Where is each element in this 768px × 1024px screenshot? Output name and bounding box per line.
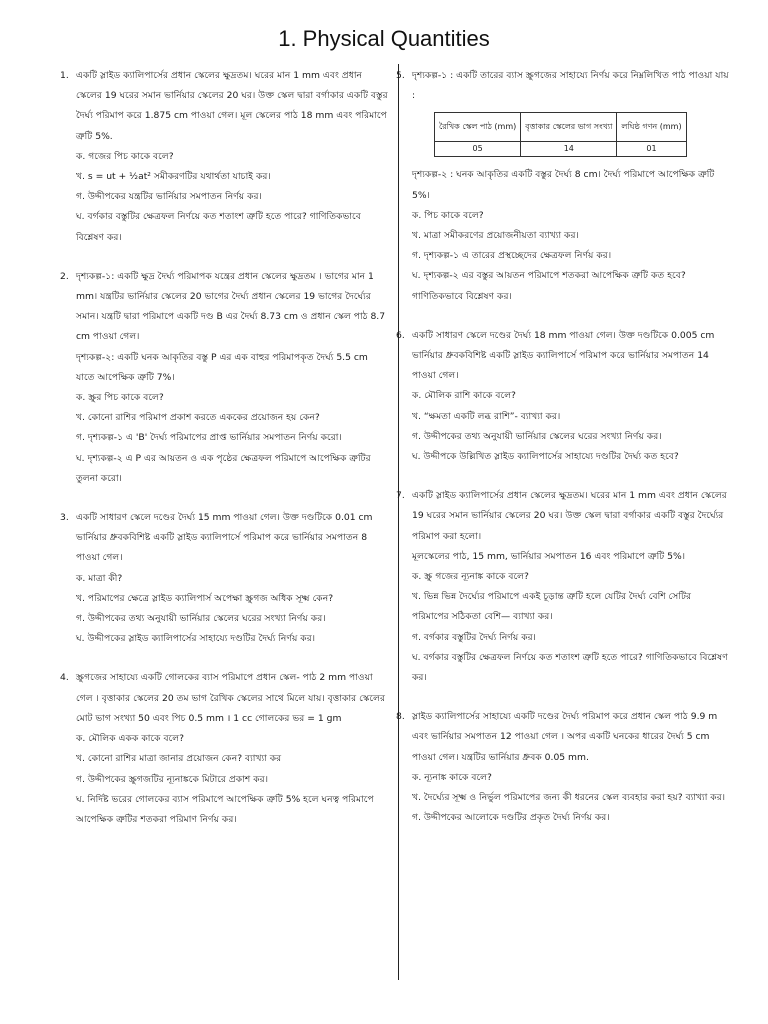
- table-header-cell: বৃত্তাকার স্কেলের ভাগ সংখ্যা: [521, 113, 617, 142]
- column-divider: [398, 64, 399, 980]
- question-7: [396, 486, 730, 688]
- sub-question-gha: ঘ. বর্গকার বস্তুটির ক্ষেত্রফল নির্ণয়ে কত শতাংশ ত্রুটি হতে পারে? গাণিতিকভাবে বিশ্লেষণ কর।: [412, 651, 728, 684]
- sub-question-ga: গ. দৃশ্যকল্প-১ এ 'B' দৈর্ঘ্য পরিমাপের প্রাপ্ত ভার্নিয়ার সমপাতন নির্ণয় করো।: [76, 432, 342, 444]
- scenario-2: দৃশ্যকল্প-২: একটি ঘনক আকৃতির বস্তু P এর এক বাহুর পরিমাপকৃত দৈর্ঘ্য 5.5 cm যাতে আপেক্ষিক ত্রুটি 7%।: [76, 351, 368, 383]
- scenario-2: দৃশ্যকল্প-২ : ঘনক আকৃতির একটি বস্তুর দৈর্ঘ্য 8 cm। দৈর্ঘ্য পরিমাপে আপেক্ষিক ত্রুটি 5%।: [412, 169, 715, 201]
- question-number: 2.: [60, 270, 69, 282]
- sub-question-ka: ক. মৌলিক রাশি কাকে বলে?: [412, 390, 516, 402]
- sub-question-ga: গ. উদ্দীপকের যন্ত্রটির ভার্নিয়ার সমপাতন নির্ণয় কর।: [76, 191, 262, 203]
- question-number: 6.: [396, 329, 405, 341]
- sub-question-kha: খ. কোনো রাশির পরিমাপ প্রকাশ করতে এককের প্রয়োজন হয় কেন?: [76, 412, 320, 424]
- question-stem-cont: মূলস্কেলের পাঠ, 15 mm, ভার্নিয়ার সমপাতন 16 এবং পরিমাপে ত্রুটি 5%।: [412, 550, 686, 562]
- question-stem: স্লাইড ক্যালিপার্সের সাহায্যে একটি দণ্ডের দৈর্ঘ্য পরিমাপ করে প্রধান স্কেল পাঠ 9.9 m এবং ভার্নিয়ার সমপাতন 12 পাওয়া গেল । অপর একটি ঘনকের ধারের দৈর্ঘ্য 5 cm পাওয়া গেল। যন্ত্রটির ভার্নিয়ার ধ্রুবক 0.05 mm.: [412, 711, 718, 763]
- question-stem: একটি সাধারণ স্কেলে দণ্ডের দৈর্ঘ্য 15 mm পাওয়া গেল। উক্ত দণ্ডটিকে 0.01 cm ভার্নিয়ার ধ্রুবকবিশিষ্ট একটি স্লাইড ক্যালিপার্সে পরিমাপ করে ভার্নিয়ার সমপাতন 8 পাওয়া গেল।: [76, 512, 373, 564]
- sub-question-kha: খ. পরিমাপের ক্ষেত্রে স্লাইড ক্যালিপার্স অপেক্ষা স্ক্রুগজ অধিক সূক্ষ্ম কেন?: [76, 592, 334, 604]
- question-5: [396, 66, 730, 307]
- sub-question-gha: ঘ. বর্গকার বস্তুটির ক্ষেত্রফল নির্ণয়ে কত শতাংশ ত্রুটি হতে পারে? গাণিতিকভাবে বিশ্লেষণ কর।: [76, 211, 361, 243]
- table-header-cell: রৈখিক স্কেল পাঠ (mm): [435, 113, 521, 142]
- scenario-1: দৃশ্যকল্প-১ : একটি তারের ব্যাস স্ক্রুগজের সাহায্যে নির্ণয় করে নিম্নলিখিত পাঠ পাওয়া যায় :: [412, 70, 729, 102]
- table-cell: 14: [521, 142, 617, 157]
- question-number: 1.: [60, 70, 69, 81]
- question-6: [396, 326, 730, 467]
- sub-question-gha: ঘ. উদ্দীপকে উল্লিখিত স্লাইড ক্যালিপার্সের সাহায্যে দণ্ডটির দৈর্ঘ্য কত হবে?: [412, 451, 679, 463]
- question-stem: একটি সাধারণ স্কেলে দণ্ডের দৈর্ঘ্য 18 mm পাওয়া গেল। উক্ত দণ্ডটিকে 0.005 cm ভার্নিয়ার ধ্রুবকবিশিষ্ট একটি স্লাইড ক্যালিপার্সে পরিমাপ করে ভার্নিয়ার সমপাতন 14 পাওয়া গেল।: [412, 329, 715, 382]
- sub-question-ga: গ. উদ্দীপকের স্ক্রুগজটির ন্যূনাঙ্ককে মিটারে প্রকাশ কর।: [76, 773, 268, 785]
- sub-question-kha: খ. কোনো রাশির মাত্রা জানার প্রয়োজন কেন? ব্যাখ্যা কর: [76, 753, 282, 765]
- sub-question-gha: ঘ. দৃশ্যকল্প-২ এ P এর আয়তন ও এক পৃষ্ঠের ক্ষেত্রফল পরিমাপে আপেক্ষিক ত্রুটির তুলনা করো।: [76, 452, 371, 484]
- question-8: [396, 707, 730, 828]
- reading-table: [434, 112, 687, 157]
- question-1: [60, 66, 388, 248]
- table-cell: 05: [435, 142, 521, 157]
- question-number: 8.: [396, 711, 405, 723]
- sub-question-kha: খ. মাত্রা সমীকরণের প্রয়োজনীয়তা ব্যাখ্যা কর।: [412, 230, 579, 242]
- sub-question-kha: খ. “ক্ষমতা একটি লব্ধ রাশি”- ব্যাখ্যা কর।: [412, 410, 561, 422]
- question-3: [60, 508, 388, 649]
- sub-question-ga: গ. দৃশ্যকল্প-১ এ তারের প্রস্থচ্ছেদের ক্ষেত্রফল নির্ণয় কর।: [412, 250, 612, 262]
- left-column: [60, 66, 388, 830]
- sub-question-ka: ক. স্ক্রুর পিচ কাকে বলে?: [76, 392, 164, 404]
- question-number: 3.: [60, 512, 69, 524]
- sub-question-ga: গ. বর্গকার বস্তুটির দৈর্ঘ্য নির্ণয় কর।: [412, 631, 536, 643]
- sub-question-ga: গ. উদ্দীপকের তথ্য অনুযায়ী ভার্নিয়ার স্কেলের ঘরের সংখ্যা নির্ণয় কর।: [76, 613, 326, 625]
- sub-question-ka: ক. ন্যূনাঙ্ক কাকে বলে?: [412, 771, 492, 783]
- table-cell: 01: [617, 142, 686, 157]
- right-column: [396, 66, 730, 829]
- sub-question-gha: ঘ. নির্দিষ্ট ভরের গোলকের ব্যাস পরিমাপে আপেক্ষিক ত্রুটি 5% হলে ঘনত্ব পরিমাপে আপেক্ষিক ত্রুটির শতকরা পরিমাণ নির্ণয় কর।: [76, 793, 374, 825]
- sub-question-ga: গ. উদ্দীপকের আলোকে দণ্ডটির প্রকৃত দৈর্ঘ্য নির্ণয় কর।: [412, 812, 610, 824]
- question-stem: একটি স্লাইড ক্যালিপার্সের প্রধান স্কেলের ক্ষুদ্রতম। ঘরের মান 1 mm এবং প্রধান স্কেলের 19 ঘরের সমান ভার্নিয়ার স্কেলের 20 ঘর। উক্ত স্কেল দ্বারা বর্গাকার একটি বস্তুর দৈর্ঘ্য পরিমাপ করে 1.875 cm পাওয়া গেল। মূল স্কেলের পাঠ 18 mm এবং পরিমাপে ত্রুটি 5%.: [76, 70, 388, 142]
- question-2: [60, 267, 388, 489]
- page-title: 1. Physical Quantities: [278, 26, 490, 51]
- sub-question-ka: ক. গজের পিচ কাকে বলে?: [76, 150, 174, 162]
- sub-question-ka: ক. পিচ কাকে বলে?: [412, 209, 484, 221]
- sub-question-ga: গ. উদ্দীপকের তথ্য অনুযায়ী ভার্নিয়ার স্কেলের ঘরের সংখ্যা নির্ণয় কর।: [412, 430, 662, 442]
- table-header-cell: লঘিষ্ঠ গণন (mm): [617, 113, 686, 142]
- question-4: [60, 668, 388, 830]
- sub-question-kha: খ. s = ut + ½at² সমীকরণটির যথার্থতা যাচাই কর।: [76, 171, 271, 183]
- question-stem: একটি স্লাইড ক্যালিপার্সের প্রধান স্কেলের ক্ষুদ্রতম। ঘরের মান 1 mm এবং প্রধান স্কেলের 19 ঘরের সমান ভার্নিয়ার স্কেলের 20 ঘর। উক্ত স্কেল দ্বারা বর্গাকার একটি বস্তুর দৈর্ঘ্যের পরিমাপ করা হলো।: [412, 490, 727, 542]
- sub-question-kha: খ. ভিন্ন ভিন্ন দৈর্ঘ্যের পরিমাপে একই চূড়ান্ত ত্রুটি হলে যেটির দৈর্ঘ্য বেশি সেটির পরিমাপের সঠিকতা বেশি— ব্যাখ্যা কর।: [412, 591, 692, 623]
- sub-question-ka: ক. মৌলিক একক কাকে বলে?: [76, 733, 184, 745]
- scenario-1: দৃশ্যকল্প-১: একটি ক্ষুদ্র দৈর্ঘ্য পরিমাপক যন্ত্রের প্রধান স্কেলের ক্ষুদ্রতম । ভাগের মান 1 mm। যন্ত্রটির ভার্নিয়ার স্কেলের 20 ভাগের দৈর্ঘ্য প্রধান স্কেলের 19 ভাগের দৈর্ঘ্যের সমান। যন্ত্রটি দ্বারা পরিমাপে একটি দণ্ড B এর দৈর্ঘ্য 8.73 cm ও প্রধান স্কেল পাঠ 8.7 cm পাওয়া গেল।: [76, 270, 386, 343]
- sub-question-ka: ক. মাত্রা কী?: [76, 572, 123, 584]
- question-number: 5.: [396, 70, 405, 81]
- question-number: 4.: [60, 672, 69, 684]
- sub-question-ka: ক. স্ক্রু গজের ন্যূনাঙ্ক কাকে বলে?: [412, 571, 529, 583]
- question-stem: স্ক্রুগজের সাহায্যে একটি গোলকের ব্যাস পরিমাপে প্রধান স্কেল- পাঠ 2 mm পাওয়া গেল । বৃত্তাকার স্কেলের 20 তম ভাগ রৈখিক স্কেলের সাথে মিলে যায়। বৃত্তাকার স্কেলের মোট ভাগ সংখ্যা 50 এবং পিচ 0.5 mm । 1 cc গোলকের ভর = 1 gm: [76, 672, 386, 724]
- sub-question-gha: ঘ. দৃশ্যকল্প-২ এর বস্তুর আয়তন পরিমাপে শতকরা আপেক্ষিক ত্রুটি কত হবে? গাণিতিকভাবে বিশ্লেষণ কর।: [412, 270, 686, 302]
- question-number: 7.: [396, 490, 405, 502]
- sub-question-kha: খ. দৈর্ঘ্যের সূক্ষ্ম ও নির্ভুল পরিমাপের জন্য কী ধরনের স্কেল ব্যবহার করা হয়? ব্যাখ্যা কর।: [412, 792, 726, 804]
- sub-question-gha: ঘ. উদ্দীপকের স্লাইড ক্যালিপার্সের সাহায্যে দণ্ডটির দৈর্ঘ্য নির্ণয় কর।: [76, 633, 316, 645]
